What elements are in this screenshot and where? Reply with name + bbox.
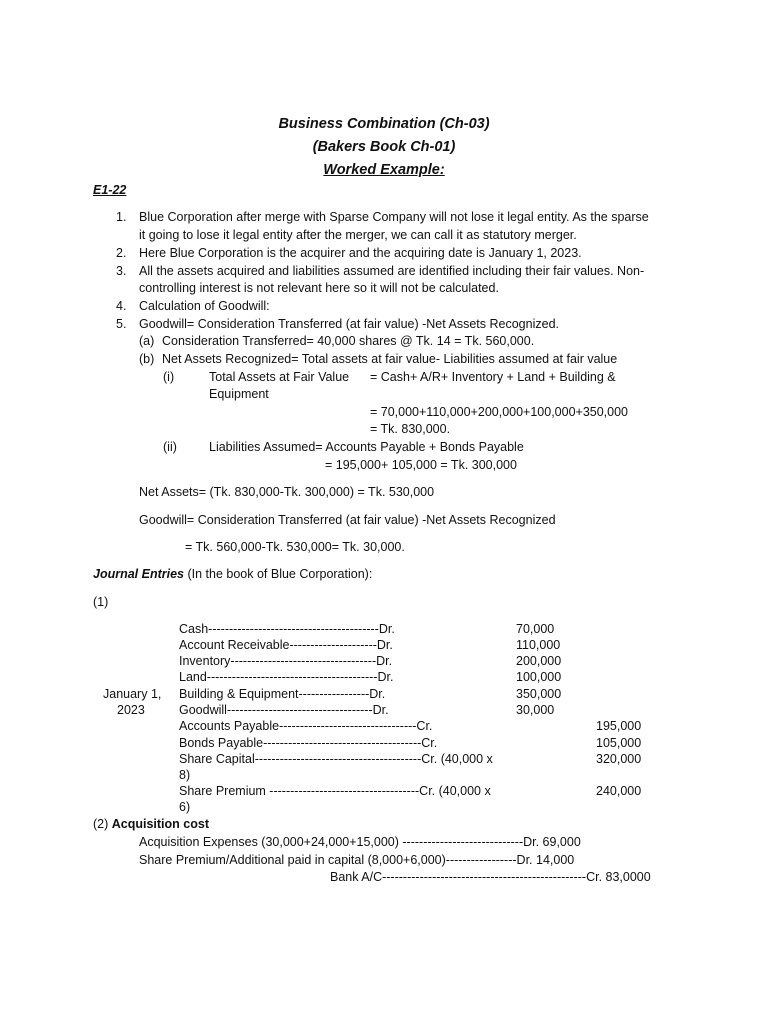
debit-amount: 110,000 [516, 638, 561, 652]
credit-account-cont: 8) [179, 768, 191, 782]
liabilities-text: Liabilities Assumed= Accounts Payable + Bonds Payable [209, 440, 524, 454]
entry-number: (1) [93, 595, 109, 609]
debit-amount: 100,000 [516, 670, 562, 684]
entry-number: (2) [93, 817, 112, 831]
debit-account: Account Receivable---------------------Dr. [179, 638, 393, 652]
journal-heading-label: Journal Entries [93, 567, 184, 581]
sub-item-label: (b) [139, 352, 155, 366]
total-assets-label-cont: Equipment [209, 387, 269, 401]
credit-account: Share Premium ------------------------------------Cr. (40,000 x [179, 784, 491, 798]
journal-heading [93, 567, 372, 582]
credit-amount: 240,000 [596, 784, 642, 798]
section-heading: Worked Example: [323, 162, 445, 178]
page-subtitle: (Bakers Book Ch-01) [312, 139, 456, 155]
list-item-text: Goodwill= Consideration Transferred (at fair value) -Net Assets Recognized. [139, 317, 559, 331]
debit-account: Goodwill-----------------------------------Dr. [179, 703, 389, 717]
list-item-text: Here Blue Corporation is the acquirer and the acquiring date is January 1, 2023. [139, 246, 582, 260]
list-item-text: Calculation of Goodwill: [139, 299, 270, 313]
entry-date-year: 2023 [117, 703, 145, 717]
acquisition-line: Share Premium/Additional paid in capital (8,000+6,000)-----------------Dr. 14,000 [139, 853, 575, 867]
roman-label: (ii) [163, 440, 177, 454]
acquisition-line: Bank A/C-------------------------------------------------Cr. 83,0000 [330, 870, 651, 884]
credit-account-cont: 6) [179, 800, 191, 814]
debit-amount: 70,000 [516, 622, 555, 636]
list-item-text: controlling interest is not relevant here so it will not be calculated. [139, 281, 499, 295]
list-item-text: Blue Corporation after merge with Sparse Company will not lose it legal entity. As the sparse [139, 210, 649, 224]
entry-title: Acquisition cost [111, 817, 209, 831]
liabilities-calc: = 195,000+ 105,000 = Tk. 300,000 [325, 458, 517, 472]
roman-label: (i) [163, 370, 175, 384]
credit-amount: 320,000 [596, 752, 642, 766]
list-item-text: All the assets acquired and liabilities assumed are identified including their fair values. Non- [139, 264, 645, 278]
credit-account: Bonds Payable--------------------------------------Cr. [179, 736, 438, 750]
credit-account: Share Capital----------------------------------------Cr. (40,000 x [179, 752, 493, 766]
debit-account: Land-----------------------------------------Dr. [179, 670, 394, 684]
total-assets-result: = Tk. 830,000. [370, 422, 451, 436]
list-item-number: 3. [116, 264, 127, 278]
debit-account: Inventory-----------------------------------Dr. [179, 654, 393, 668]
goodwill-result: = Tk. 560,000-Tk. 530,000= Tk. 30,000. [185, 540, 405, 554]
page-title: Business Combination (Ch-03) [278, 116, 490, 132]
entry-date: January 1, [103, 687, 162, 701]
sub-item-text: Consideration Transferred= 40,000 shares @ Tk. 14 = Tk. 560,000. [162, 334, 535, 348]
debit-amount: 30,000 [516, 703, 555, 717]
credit-account: Accounts Payable---------------------------------Cr. [179, 719, 433, 733]
sub-item-label: (a) [139, 334, 155, 348]
credit-amount: 105,000 [596, 736, 642, 750]
debit-amount: 200,000 [516, 654, 562, 668]
entry-2-heading [93, 817, 209, 832]
exercise-id: E1-22 [93, 183, 127, 197]
total-assets-label: Total Assets at Fair Value [209, 370, 350, 384]
list-item-number: 5. [116, 317, 127, 331]
list-item-number: 2. [116, 246, 127, 260]
acquisition-line: Acquisition Expenses (30,000+24,000+15,000) -----------------------------Dr. 69,000 [139, 835, 581, 849]
debit-amount: 350,000 [516, 687, 562, 701]
debit-account: Cash-----------------------------------------Dr. [179, 622, 395, 636]
list-item-text: it going to lose it legal entity after the merger, we can call it as statutory merger. [139, 228, 577, 242]
total-assets-calc: = 70,000+110,000+200,000+100,000+350,000 [370, 405, 629, 419]
journal-heading-note: (In the book of Blue Corporation): [184, 567, 373, 581]
list-item-number: 4. [116, 299, 127, 313]
total-assets-formula: = Cash+ A/R+ Inventory + Land + Building & [370, 370, 616, 384]
debit-account: Building & Equipment-----------------Dr. [179, 687, 386, 701]
net-assets-line: Net Assets= (Tk. 830,000-Tk. 300,000) = Tk. 530,000 [139, 485, 435, 499]
goodwill-formula: Goodwill= Consideration Transferred (at fair value) -Net Assets Recognized [139, 513, 556, 527]
sub-item-text: Net Assets Recognized= Total assets at fair value- Liabilities assumed at fair value [162, 352, 618, 366]
list-item-number: 1. [116, 210, 127, 224]
credit-amount: 195,000 [596, 719, 642, 733]
